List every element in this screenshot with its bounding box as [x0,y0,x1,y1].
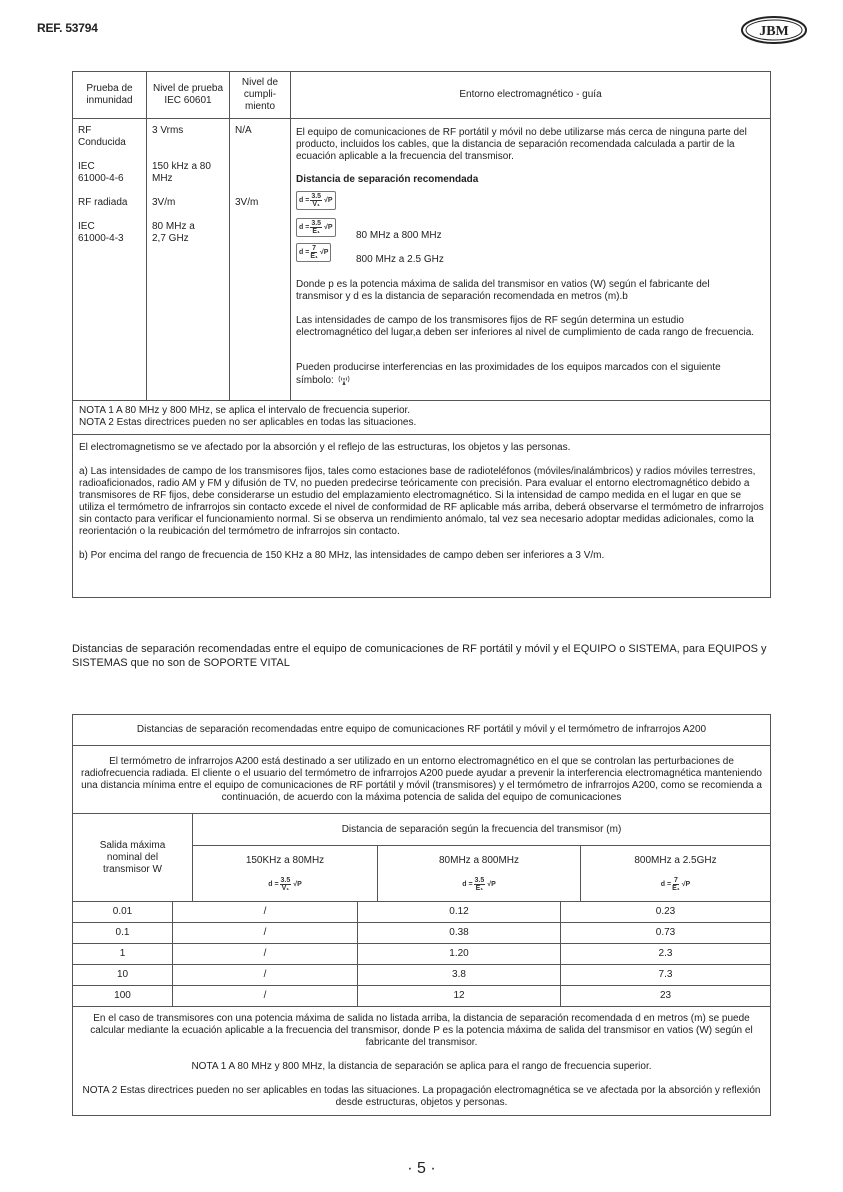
table-row [73,944,770,965]
formula-prefix: d = [268,880,279,888]
svg-text:JBM: JBM [759,24,789,39]
band-column-2 [378,846,581,901]
separation-table [72,714,771,1116]
immunity-notes [73,401,770,435]
compliance-value: 3V/m [235,197,259,208]
distance-cell: / [173,944,358,964]
note-2: NOTA 2 Estas directrices pueden no ser aplicables en todas las situaciones. [79,417,417,428]
formula-root: √P [319,248,329,256]
distance-title: Distancia de separación recomendada [296,174,479,185]
footer-note-1: NOTA 1 A 80 MHz y 800 MHz, la distancia de separación se aplica para el rango de frecuencia superior. [191,1061,652,1072]
footer-note-2: NOTA 2 Estas directrices pueden no ser aplicables en todas las situaciones. La propagación electromagnética se ve afectada por la absorción y reflexión desde estructuras, objetos y personas. [82,1085,761,1108]
formula-prefix: d = [299,196,310,204]
distance-cell: 12 [358,986,561,1006]
band-formula-1 [268,877,302,892]
immunity-table-header [73,72,770,119]
table-row [73,902,770,923]
separation-footer [73,1007,770,1115]
footnote-b: b) Por encima del rango de frecuencia de 150 KHz a 80 MHz, las intensidades de campo deben ser inferiores a 3 V/m. [79,550,605,561]
formula-numerator: 7 [312,245,317,252]
distance-cell: 0.73 [655,927,676,938]
jbm-logo [740,15,808,45]
band-label: 80MHz a 800MHz [438,855,520,866]
distance-cell: 23 [659,990,672,1001]
power-header: Salida máxima nominal del transmisor W [73,814,193,901]
distance-cell: 2.3 [658,948,673,959]
formula-prefix: d = [299,248,310,256]
power-cell: 1 [73,944,173,964]
level-value: 2,7 GHz [152,233,189,244]
band-label: 800MHz a 2.5GHz [634,855,717,866]
distance-cell: 1.20 [358,944,561,964]
formula-root: √P [324,223,333,231]
level-value: MHz [152,173,173,184]
separation-header-row [73,814,770,902]
distance-cell: 3.8 [358,965,561,985]
power-cell: 10 [73,965,173,985]
separation-title-row [73,715,770,746]
band-formula-2 [462,877,496,892]
formula-denominator: V₁ [281,885,290,892]
formula-numerator: 7 [673,877,678,884]
formula-prefix: d = [462,880,473,888]
distance-cell: / [173,965,358,985]
band-formula-3 [661,877,690,892]
formula-denominator: V₁ [312,201,320,208]
level-value: 80 MHz a [152,221,195,232]
separation-title: Distancias de separación recomendadas entre equipo de comunicaciones RF portátil y móvil y el termómetro de infrarrojos A200 [136,724,707,735]
distance-cell: / [173,923,358,943]
power-cell: 0.1 [73,923,173,943]
band-column-3 [581,846,770,901]
formula-denominator: E₁ [475,885,484,892]
formula-denominator: E₁ [312,228,320,235]
table-row [73,965,770,986]
level-value: 3 Vrms [152,125,184,136]
formula-root: √P [293,880,302,888]
formula-numerator: 3.5 [474,877,485,884]
where-text: Donde p es la potencia máxima de salida del transmisor en vatios (W) según el fabricante del transmisor y d es la distancia de separación recomendada en metros (m).b [296,279,710,302]
test-radiated: RF radiada [78,197,128,208]
distance-cell: 0.38 [358,923,561,943]
radiation-symbol-icon [337,374,351,386]
note-1: NOTA 1 A 80 MHz y 800 MHz, se aplica el intervalo de frecuencia superior. [79,405,411,416]
environment-column [291,119,770,400]
cause-text: El electromagnetismo se ve afectado por la absorción y el reflejo de las estructuras, los objetos y las personas. [79,442,571,453]
distance-cell: / [173,986,358,1006]
guide-intro: El equipo de comunicaciones de RF portátil y móvil no debe utilizarse más cerca de ninguna parte del producto, incluidos los cables, que la distancia de separación recomendada calculada a partir de la ecuación aplicable a la frecuencia del transmisor. [296,127,747,162]
test-iec: IEC [78,221,95,232]
distance-cell: 0.23 [655,906,676,917]
power-cell: 100 [73,986,173,1006]
distance-cell: / [173,902,358,922]
interference-text [296,362,751,387]
test-standard: 61000-4-6 [78,173,124,184]
test-conducted: Conducida [78,137,126,148]
header-compliance: Nivel de cumpli-miento [230,72,291,118]
header-test: Prueba de inmunidad [73,72,147,118]
footnote-a: a) Las intensidades de campo de los transmisores fijos, tales como estaciones base de radioteléfonos (móviles/inalámbricos) y radios móviles terrestres, radioaficionados, radio AM y FM y difusión de TV, no pueden predecirse teóricamente con precisión. Para evaluar el entorno electromagnético debido a transmisores de RF fijos, debe considerarse un estudio del emplazamiento electromagnético. Si la intensidad de campo medida en el lugar en que se utiliza el termómetro de infrarrojos sin contacto excede el nivel de conformidad de RF aplicable más arriba, deberá observarse el termómetro de infrarrojos sin contacto para verificar el funcionamiento normal. Si se observa un rendimiento anómalo, tal vez sea necesario adoptar medidas adicionales, como la reorientación o la reubicación del termómetro de infrarrojos sin contacto. [79,466,764,537]
formula-prefix: d = [660,880,672,888]
formula-2 [296,218,336,237]
power-cell: 0.01 [73,902,173,922]
table-row [73,923,770,944]
formula-3 [296,243,331,262]
distance-header: Distancia de separación según la frecuencia del transmisor (m) [193,814,770,846]
formula-numerator: 3.5 [280,877,291,884]
level-value: 150 kHz a 80 [152,161,211,172]
formula-root: √P [324,196,333,204]
field-strength-text: Las intensidades de campo de los transmisores fijos de RF según determina un estudio electromagnético del lugar,a deben ser inferiores al nivel de cumplimiento de cada rango de frecuencia. [296,315,755,338]
test-rf: RF [78,125,92,136]
formula-prefix: d = [299,223,310,231]
test-column [73,119,147,400]
band-column-1 [193,846,378,901]
immunity-table-body [73,119,770,401]
band-label: 150KHz a 80MHz [245,855,325,866]
footer-text: En el caso de transmisores con una potencia máxima de salida no listada arriba, la distancia de separación recomendada d en metros (m) se puede calcular mediante la ecuación aplicable a la frecuencia del transmisor, donde P es la potencia máxima de salida del transmisor en vatios (W) según el fabricante del transmisor. [90,1013,753,1048]
test-iec: IEC [78,161,95,172]
compliance-value: N/A [235,125,252,136]
header-iec-level: Nivel de prueba IEC 60601 [147,72,230,118]
section-intro: Distancias de separación recomendadas entre el equipo de comunicaciones de RF portátil y móvil y el EQUIPO o SISTEMA, para EQUIPOS y SISTEMAS que no son de SOPORTE VITAL [72,643,767,669]
immunity-table [72,71,771,598]
interference-label: Pueden producirse interferencias en las proximidades de los equipos marcados con el siguiente símbolo: [296,362,721,386]
formula-root: √P [681,880,691,888]
formula-3-range: 800 MHz a 2.5 GHz [356,254,444,265]
reference-code: REF. 53794 [37,21,98,35]
formula-root: √P [487,880,496,888]
distance-cell: 0.12 [358,902,561,922]
test-standard: 61000-4-3 [78,233,124,244]
formula-numerator: 3.5 [311,193,322,200]
formula-denominator: E₁ [310,253,318,260]
iec-level-column [147,119,230,400]
formula-numerator: 3.5 [311,220,322,227]
separation-description-row [73,746,770,814]
page-number: · 5 · [407,1160,436,1177]
formula-denominator: E₁ [672,885,680,892]
table-row [73,986,770,1007]
formula-2-range: 80 MHz a 800 MHz [356,230,442,241]
distance-cell: 7.3 [658,969,673,980]
header-environment: Entorno electromagnético - guía [459,89,602,100]
immunity-footnotes [73,435,770,597]
level-value: 3V/m [152,197,176,208]
compliance-column [230,119,291,400]
separation-description: El termómetro de infrarrojos A200 está destinado a ser utilizado en un entorno electromagnético en el que se controlan las perturbaciones de radiofrecuencia radiada. El cliente o el usuario del termómetro de infrarrojos A200 puede ayudar a prevenir la interferencia electromagnética manteniendo una distancia mínima entre el equipo de comunicaciones de RF portátil y móvil (transmisores) y el termómetro de infrarrojos A200, como se recomienda a continuación, de acuerdo con la máxima potencia de salida del equipo de comunicaciones [81,755,762,803]
formula-1 [296,191,336,210]
